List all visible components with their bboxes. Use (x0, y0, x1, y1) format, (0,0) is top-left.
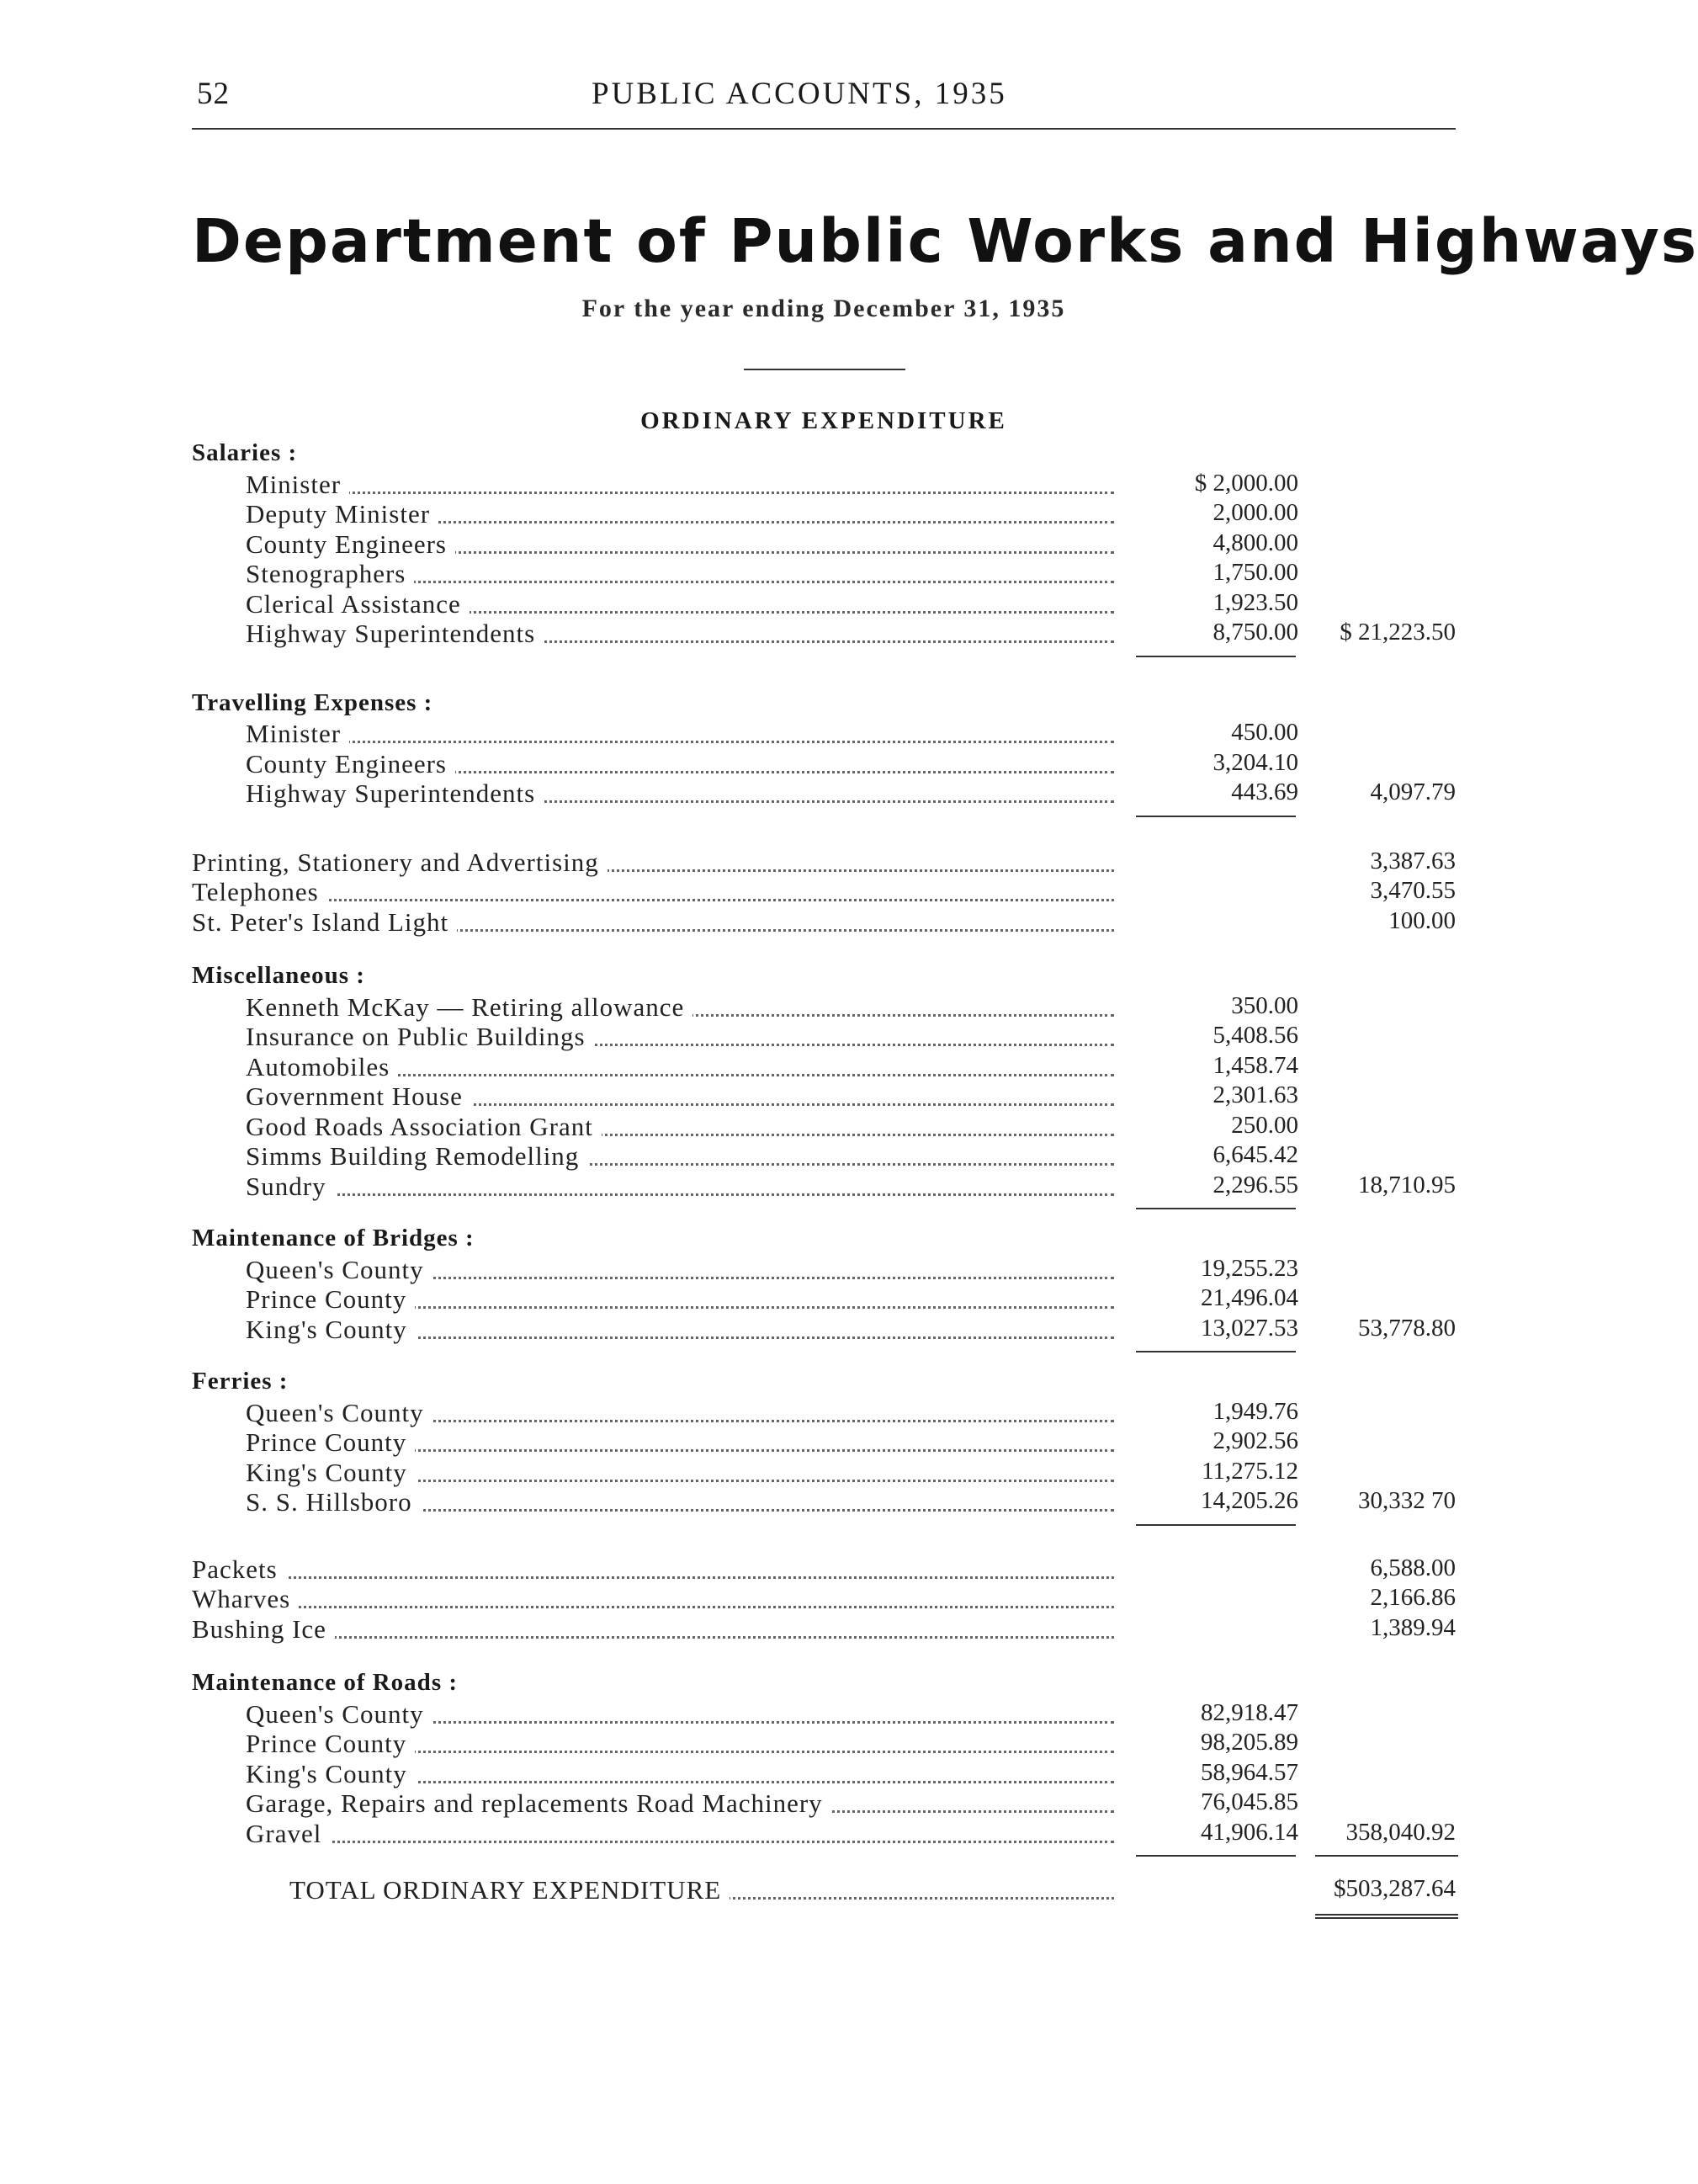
row-label: Good Roads Association Grant (246, 1112, 602, 1141)
row-amount: 8,750.00 (1212, 619, 1298, 646)
ledger-row (192, 589, 1456, 619)
row-amount: 82,918.47 (1201, 1698, 1298, 1726)
subtotal-rule (192, 649, 1456, 664)
group-total: $ 21,223.50 (1340, 619, 1456, 646)
row-label: Kenneth McKay — Retiring allowance (246, 992, 692, 1022)
ledger-row (192, 992, 1456, 1023)
row-label: Wharves (192, 1584, 299, 1613)
subtotal-rule (192, 1517, 1456, 1533)
ledger-row (192, 1554, 1456, 1585)
row-amount: 13,027.53 (1201, 1314, 1298, 1342)
group-total: 18,710.95 (1358, 1171, 1456, 1198)
row-label: Minister (246, 719, 349, 748)
row-amount: 1,458.74 (1212, 1051, 1298, 1079)
row-amount: $ 2,000.00 (1194, 469, 1298, 497)
row-label: King's County (246, 1315, 416, 1344)
group-heading-salaries: Salaries : (192, 439, 298, 466)
row-amount: 3,387.63 (1370, 847, 1456, 874)
ledger-row (192, 470, 1456, 500)
grand-total-label: TOTAL ORDINARY EXPENDITURE (289, 1875, 730, 1905)
section-title: ORDINARY EXPENDITURE (640, 407, 1007, 434)
row-label: Government House (246, 1081, 471, 1111)
row-label: Prince County (246, 1427, 415, 1457)
row-label: Prince County (246, 1284, 415, 1314)
row-label: King's County (246, 1759, 416, 1788)
row-label: Prince County (246, 1729, 415, 1758)
ledger-row (192, 907, 1456, 938)
row-amount: 2,296.55 (1212, 1171, 1298, 1198)
row-label: Queen's County (246, 1699, 432, 1729)
ledger-row (192, 1614, 1456, 1645)
ledger-row (192, 749, 1456, 779)
row-amount: 14,205.26 (1201, 1487, 1298, 1514)
row-label: Stenographers (246, 559, 414, 588)
ledger-row (192, 1788, 1456, 1819)
row-label: Highway Superintendents (246, 619, 544, 648)
grand-total-amount: $503,287.64 (1334, 1875, 1456, 1902)
row-amount: 11,275.12 (1202, 1457, 1298, 1485)
ledger-row (192, 719, 1456, 749)
row-label: Queen's County (246, 1255, 432, 1284)
group-heading-bridges: Maintenance of Bridges : (192, 1225, 475, 1251)
row-label: Minister (246, 470, 349, 499)
ledger-row (192, 1584, 1456, 1614)
row-label: Sundry (246, 1172, 335, 1201)
ledger-row (192, 877, 1456, 907)
row-amount: 2,301.63 (1212, 1081, 1298, 1108)
ledger-row (192, 778, 1456, 809)
ledger-row (192, 1699, 1456, 1730)
page-number: 52 (197, 77, 230, 111)
row-amount: 100.00 (1388, 906, 1456, 934)
running-head (192, 76, 1456, 126)
row-amount: 76,045.85 (1201, 1788, 1298, 1815)
ledger-row (192, 1172, 1456, 1202)
group-heading-travelling: Travelling Expenses : (192, 688, 433, 716)
group-heading-ferries: Ferries : (192, 1368, 289, 1395)
ledger-row (192, 1255, 1456, 1285)
row-amount: 6,588.00 (1370, 1554, 1456, 1581)
ledger-row (192, 848, 1456, 878)
row-amount: 1,949.76 (1212, 1397, 1298, 1425)
row-amount: 58,964.57 (1201, 1758, 1298, 1786)
subtotal-rule (192, 1201, 1456, 1216)
group-total: 53,778.80 (1358, 1314, 1456, 1342)
subtotal-rule (192, 1848, 1456, 1863)
row-amount: 250.00 (1231, 1111, 1298, 1139)
row-label: King's County (246, 1458, 416, 1487)
row-amount: 4,800.00 (1212, 529, 1298, 556)
row-amount: 1,923.50 (1212, 588, 1298, 616)
row-label: Gravel (246, 1819, 330, 1848)
group-total: 30,332 70 (1358, 1487, 1456, 1514)
ledger-row (192, 1819, 1456, 1849)
row-label: Deputy Minister (246, 499, 438, 529)
group-total: 358,040.92 (1345, 1818, 1456, 1846)
row-amount: 3,470.55 (1370, 877, 1456, 904)
row-amount: 2,902.56 (1212, 1427, 1298, 1454)
row-label: Printing, Stationery and Advertising (192, 848, 608, 877)
ledger-row (192, 1759, 1456, 1789)
row-label: County Engineers (246, 529, 455, 559)
row-amount: 21,496.04 (1201, 1284, 1298, 1311)
ledger-row (192, 499, 1456, 529)
row-amount: 6,645.42 (1212, 1141, 1298, 1168)
row-label: Queen's County (246, 1398, 432, 1427)
row-amount: 1,389.94 (1370, 1613, 1456, 1641)
row-label: Automobiles (246, 1052, 398, 1081)
row-amount: 350.00 (1231, 991, 1298, 1019)
row-label: Garage, Repairs and replacements Road Machinery (246, 1788, 831, 1818)
row-amount: 98,205.89 (1201, 1729, 1298, 1756)
ledger-row (192, 1398, 1456, 1428)
fiscal-year-subtitle: For the year ending December 31, 1935 (581, 295, 1066, 322)
row-label: Telephones (192, 877, 327, 906)
row-amount: 443.69 (1231, 778, 1298, 805)
row-amount: 2,166.86 (1370, 1584, 1456, 1611)
row-label: Insurance on Public Buildings (246, 1022, 594, 1051)
department-title: Department of Public Works and Highways (192, 206, 1698, 276)
ledger-row (192, 1112, 1456, 1142)
row-label: Packets (192, 1554, 286, 1584)
ledger-row (192, 1315, 1456, 1345)
ledger-row (192, 1141, 1456, 1172)
row-amount: 2,000.00 (1212, 499, 1298, 526)
row-label: County Engineers (246, 749, 455, 778)
grand-total-rule (192, 1905, 1456, 1921)
ledger-row (192, 1052, 1456, 1082)
group-heading-miscellaneous: Miscellaneous : (192, 962, 365, 989)
expenditure-ledger (192, 438, 1456, 1921)
ledger-row (192, 1458, 1456, 1488)
row-label: Simms Building Remodelling (246, 1141, 587, 1171)
ledger-row (192, 1729, 1456, 1759)
row-amount: 1,750.00 (1212, 559, 1298, 586)
ledger-row (192, 1427, 1456, 1458)
ledger-row (192, 1022, 1456, 1052)
ledger-row (192, 529, 1456, 560)
row-amount: 5,408.56 (1212, 1022, 1298, 1049)
row-label: Bushing Ice (192, 1614, 335, 1644)
row-amount: 41,906.14 (1201, 1818, 1298, 1846)
ledger-row (192, 559, 1456, 589)
running-title: PUBLIC ACCOUNTS, 1935 (592, 77, 1007, 111)
group-total: 4,097.79 (1370, 778, 1456, 805)
subtotal-rule (192, 809, 1456, 824)
row-amount: 19,255.23 (1201, 1254, 1298, 1282)
row-label: Highway Superintendents (246, 778, 544, 808)
ledger-row (192, 1284, 1456, 1315)
ledger-row (192, 1487, 1456, 1517)
row-label: St. Peter's Island Light (192, 907, 457, 937)
row-amount: 450.00 (1231, 719, 1298, 746)
ledger-row (192, 619, 1456, 649)
row-label: Clerical Assistance (246, 589, 470, 619)
title-divider (744, 369, 905, 370)
header-rule (192, 128, 1456, 130)
ledger-row (192, 1081, 1456, 1112)
row-amount: 3,204.10 (1212, 748, 1298, 776)
grand-total-row (192, 1875, 1456, 1905)
row-label: S. S. Hillsboro (246, 1487, 421, 1517)
group-heading-roads: Maintenance of Roads : (192, 1669, 459, 1696)
subtotal-rule (192, 1344, 1456, 1359)
